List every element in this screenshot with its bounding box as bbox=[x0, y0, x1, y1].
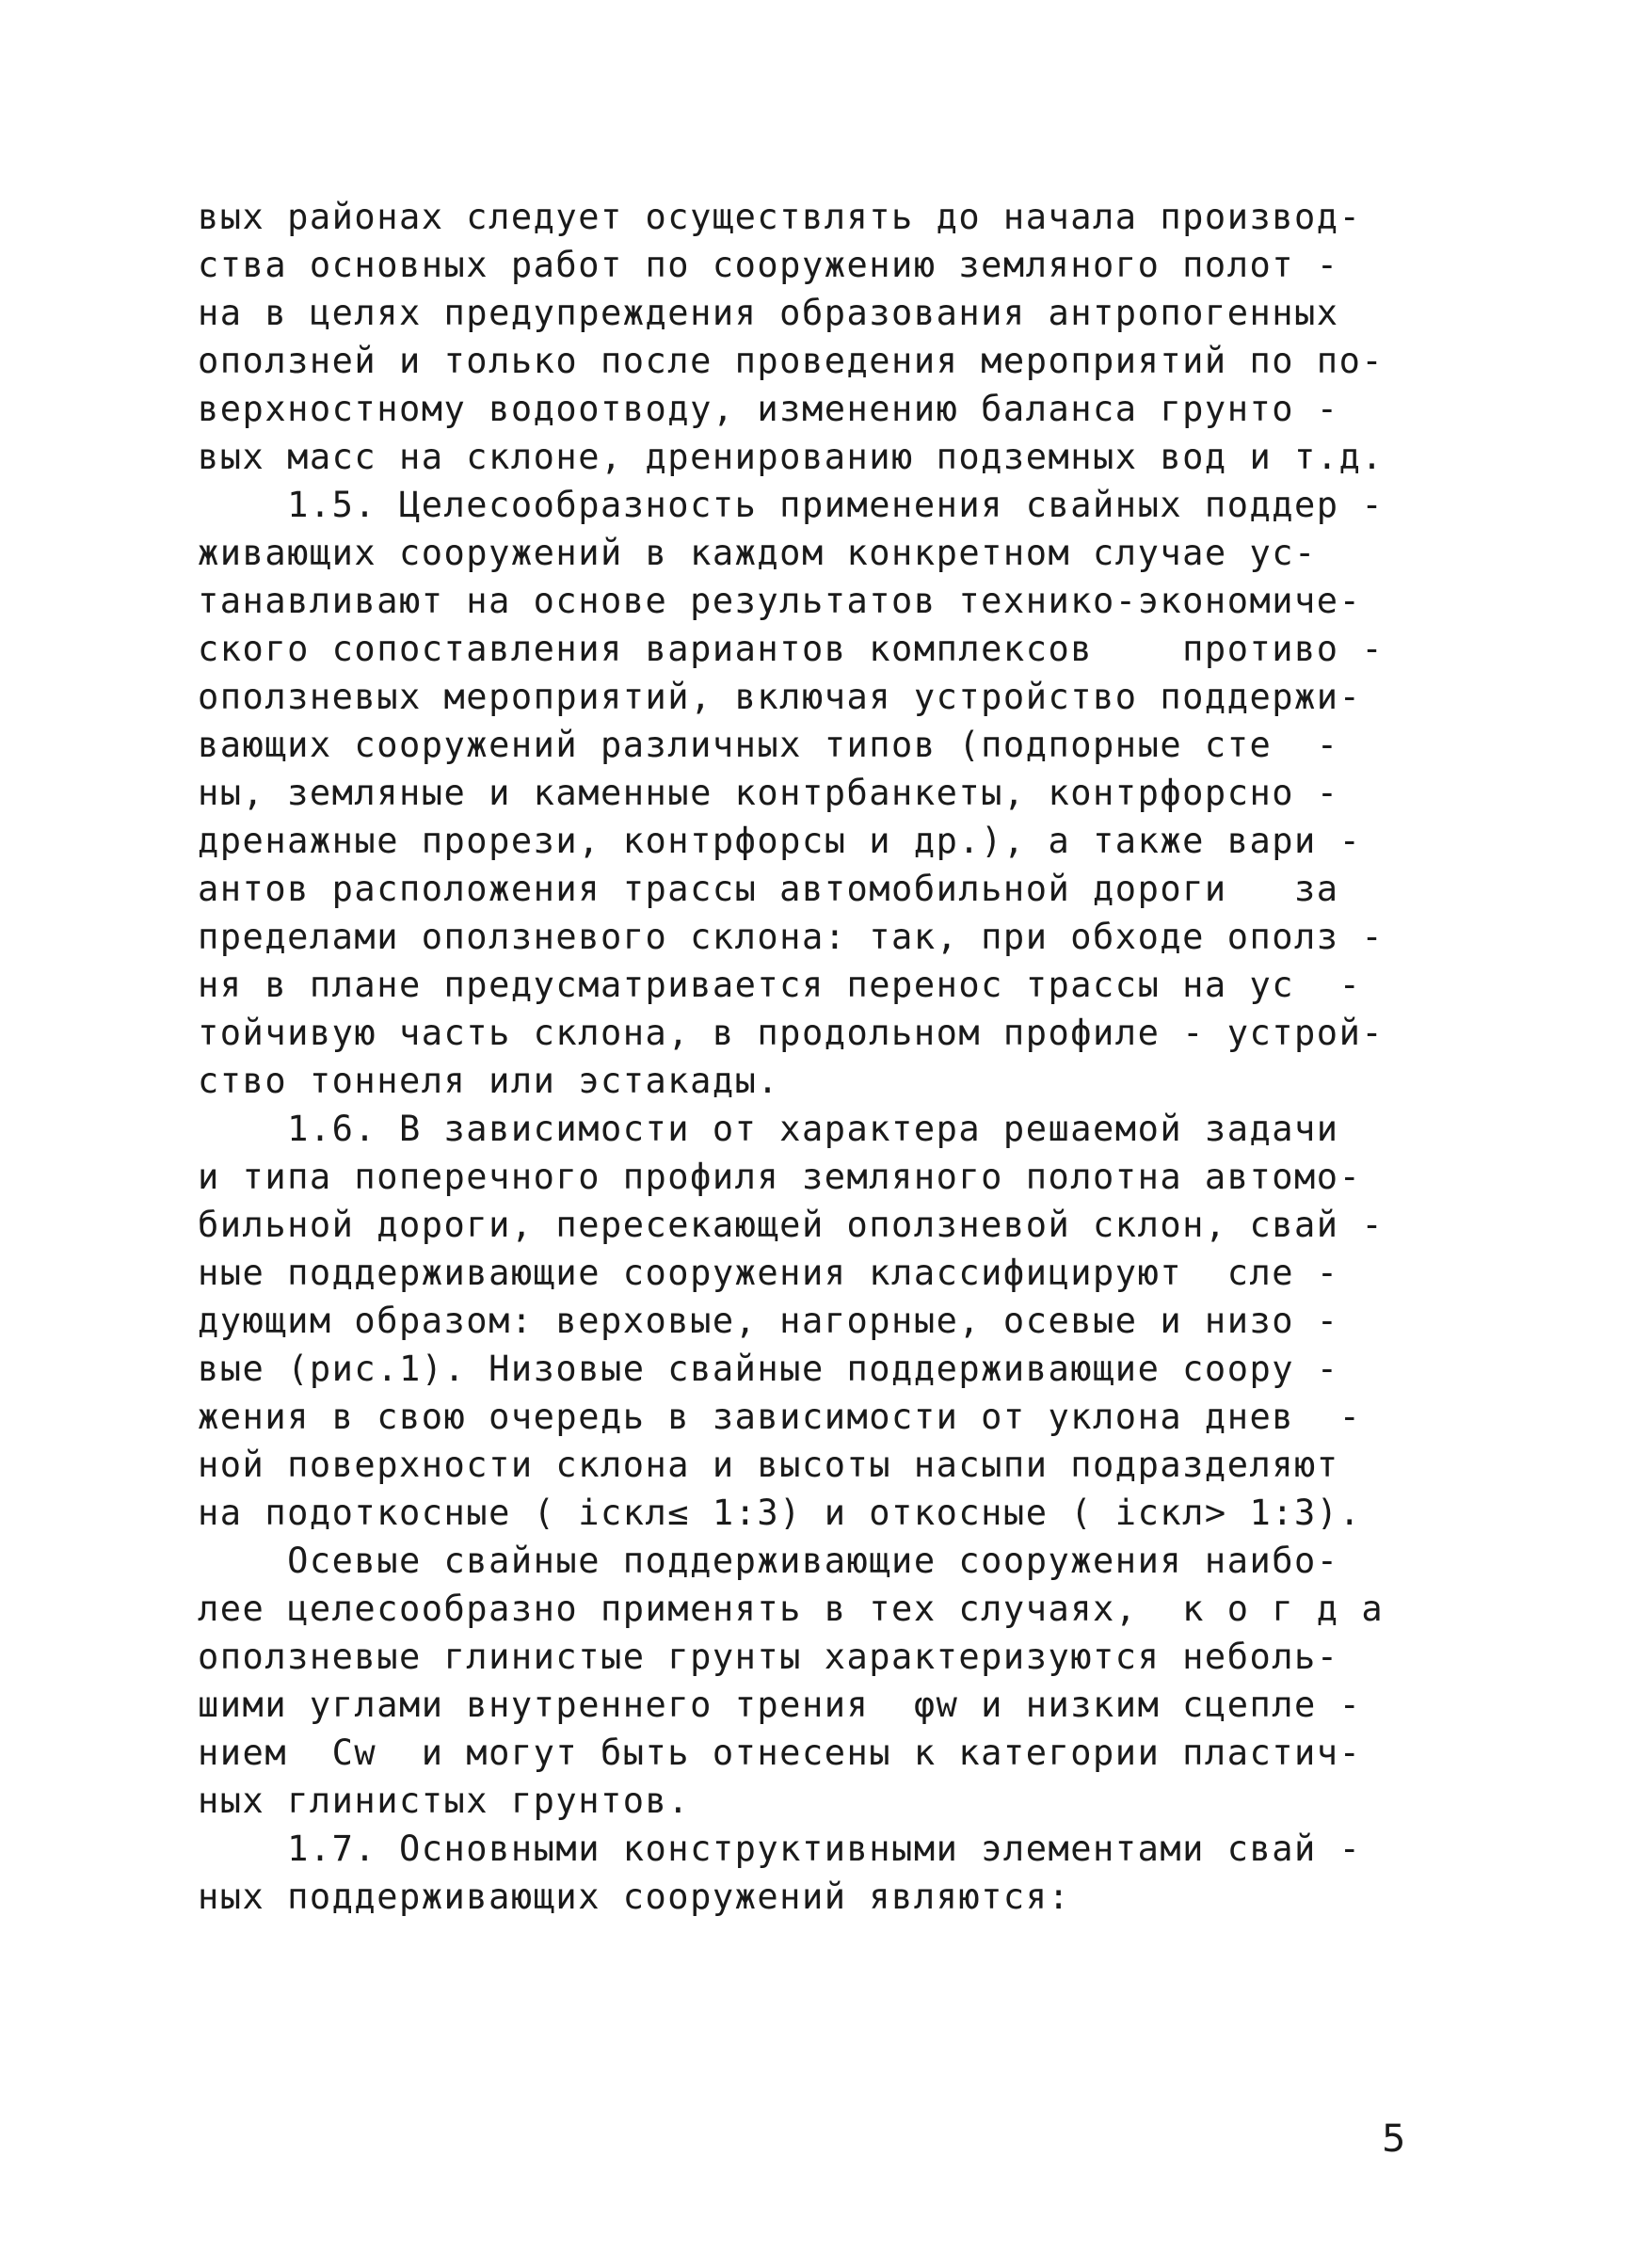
text-line: ных поддерживающих сооружений являются: bbox=[198, 1877, 1071, 1917]
text-line: танавливают на основе результатов технико-экономиче- bbox=[198, 581, 1362, 621]
text-line: оползневых мероприятий, включая устройство поддержи- bbox=[198, 677, 1362, 717]
text-line: оползней и только после проведения мероприятий по по- bbox=[198, 341, 1385, 381]
text-line: Осевые свайные поддерживающие сооружения наибо- bbox=[198, 1541, 1339, 1581]
text-line: ства основных работ по сооружению земляного полот - bbox=[198, 245, 1339, 285]
text-line: бильной дороги, пересекающей оползневой склон, свай - bbox=[198, 1205, 1385, 1245]
document-body bbox=[198, 193, 1431, 1921]
text-line: и типа поперечного профиля земляного полотна автомо- bbox=[198, 1157, 1362, 1197]
page-number: 5 bbox=[1382, 2117, 1406, 2161]
text-line: лее целесообразно применять в тех случаях, к о г д а bbox=[198, 1589, 1385, 1629]
text-line: ной поверхности склона и высоты насыпи подразделяют bbox=[198, 1445, 1339, 1485]
text-line: вых районах следует осуществлять до начала производ- bbox=[198, 197, 1362, 237]
text-line: жения в свою очередь в зависимости от уклона днев - bbox=[198, 1397, 1362, 1437]
text-line: ные поддерживающие сооружения классифицируют сле - bbox=[198, 1253, 1339, 1293]
text-line: ня в плане предусматривается перенос трассы на ус - bbox=[198, 965, 1362, 1005]
text-line: антов расположения трассы автомобильной дороги за bbox=[198, 869, 1339, 909]
text-line: дующим образом: верховые, нагорные, осевые и низо - bbox=[198, 1301, 1339, 1341]
text-line: 1.7. Основными конструктивными элементами свай - bbox=[198, 1829, 1362, 1869]
text-line: живающих сооружений в каждом конкретном случае ус- bbox=[198, 533, 1317, 573]
text-line: шими углами внутреннего трения φw и низким сцепле - bbox=[198, 1685, 1362, 1725]
text-line: на подоткосные ( iскл≤ 1:3) и откосные ( iскл> 1:3). bbox=[198, 1493, 1362, 1533]
text-line: на в целях предупреждения образования антропогенных bbox=[198, 293, 1339, 333]
text-line: оползневые глинистые грунты характеризуются неболь- bbox=[198, 1637, 1339, 1677]
text-line: 1.5. Целесообразность применения свайных поддер - bbox=[198, 485, 1385, 525]
text-line: пределами оползневого склона: так, при обходе ополз - bbox=[198, 917, 1385, 957]
text-line: нием Cw и могут быть отнесены к категории пластич- bbox=[198, 1733, 1362, 1773]
text-line: вых масс на склоне, дренированию подземных вод и т.д. bbox=[198, 437, 1385, 477]
text-line: ных глинистых грунтов. bbox=[198, 1781, 691, 1821]
text-line: 1.6. В зависимости от характера решаемой задачи bbox=[198, 1109, 1339, 1149]
text-line: верхностному водоотводу, изменению баланса грунто - bbox=[198, 389, 1339, 429]
text-line: ство тоннеля или эстакады. bbox=[198, 1061, 780, 1101]
text-line: тойчивую часть склона, в продольном профиле - устрой- bbox=[198, 1013, 1385, 1053]
text-line: ского сопоставления вариантов комплексов противо - bbox=[198, 629, 1385, 669]
text-line: вые (рис.1). Низовые свайные поддерживающие соору - bbox=[198, 1349, 1339, 1389]
text-line: вающих сооружений различных типов (подпорные сте - bbox=[198, 725, 1339, 765]
text-line: дренажные прорези, контрфорсы и др.), а также вари - bbox=[198, 821, 1362, 861]
text-line: ны, земляные и каменные контрбанкеты, контрфорсно - bbox=[198, 773, 1339, 813]
